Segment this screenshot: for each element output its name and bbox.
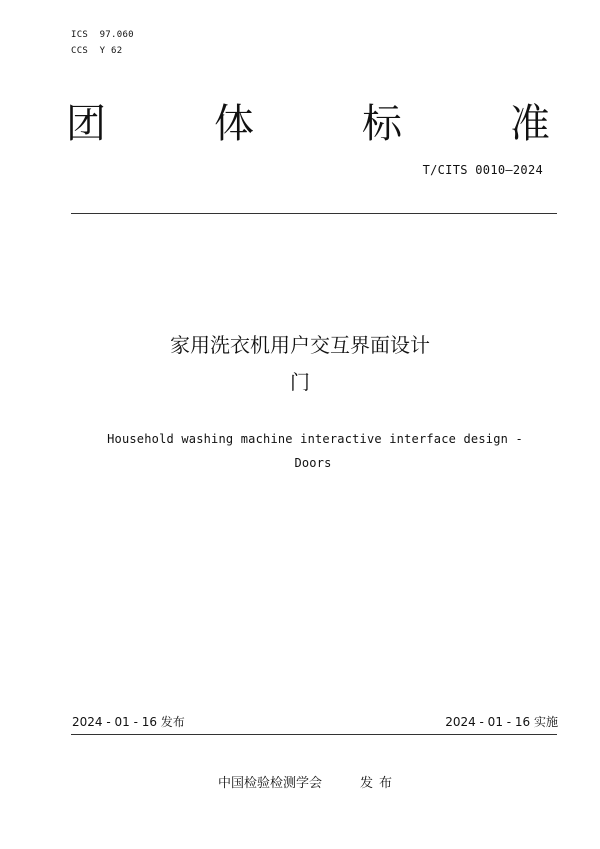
publisher-name: 中国检验检测学会 — [218, 776, 323, 791]
ics-code: ICS 97.060 — [71, 30, 134, 40]
standard-type-heading — [66, 100, 556, 148]
standard-type-char-1: 团 — [66, 101, 106, 147]
title-cn-line1: 家用洗衣机用户交互界面设计 — [170, 333, 430, 357]
ccs-code: CCS Y 62 — [71, 46, 123, 56]
standard-number: T/CITS 0010—2024 — [422, 163, 543, 177]
footer-divider — [71, 734, 557, 735]
title-cn-line2: 门 — [290, 370, 310, 394]
standard-type-char-2: 体 — [214, 101, 254, 147]
classification-codes — [71, 27, 134, 59]
title-en-line2: Doors — [294, 456, 332, 470]
standard-type-char-4: 准 — [510, 101, 550, 147]
implementation-date: 2024 - 01 - 16 实施 — [445, 715, 558, 729]
title-en-line1: Household washing machine interactive interface design - — [107, 432, 523, 446]
release-date: 2024 - 01 - 16 发布 — [72, 715, 185, 729]
publisher-action: 发布 — [360, 776, 399, 791]
standard-type-char-3: 标 — [362, 101, 402, 147]
header-divider — [71, 213, 557, 214]
